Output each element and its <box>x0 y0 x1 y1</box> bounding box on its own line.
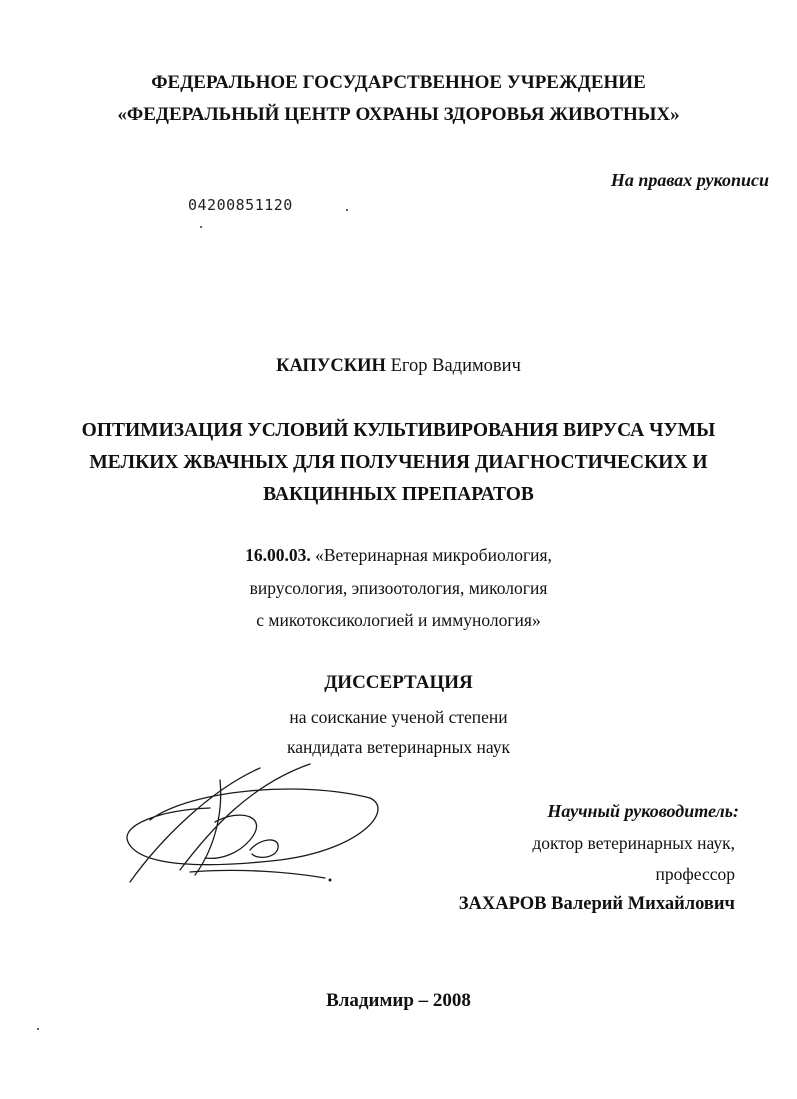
org-line-2: «ФЕДЕРАЛЬНЫЙ ЦЕНТР ОХРАНЫ ЗДОРОВЬЯ ЖИВОТНЫХ» <box>117 104 680 125</box>
specialty-line-3: с микотоксикологией и иммунология» <box>256 610 541 630</box>
scan-speck <box>37 1028 39 1030</box>
supervisor-rank: профессор <box>655 864 735 884</box>
degree-line-2: кандидата ветеринарных наук <box>287 737 510 757</box>
supervisor-name <box>459 894 735 915</box>
library-stamp-number: 04200851120 <box>188 196 293 214</box>
author-given-names: Егор Вадимович <box>390 356 521 376</box>
supervisor-degree: доктор ветеринарных наук, <box>532 833 735 853</box>
scan-speck <box>346 209 348 211</box>
org-line-1: ФЕДЕРАЛЬНОЕ ГОСУДАРСТВЕННОЕ УЧРЕЖДЕНИЕ <box>151 72 646 93</box>
scan-speck <box>200 226 202 228</box>
author-name <box>0 356 797 377</box>
specialty-line-1 <box>0 545 797 566</box>
thesis-title-line-1: ОПТИМИЗАЦИЯ УСЛОВИЙ КУЛЬТИВИРОВАНИЯ ВИРУСА ЧУМЫ <box>81 420 716 441</box>
manuscript-note: На правах рукописи <box>610 170 769 190</box>
supervisor-label: Научный руководитель: <box>547 801 739 821</box>
supervisor-given-names: Валерий Михайлович <box>551 894 735 914</box>
degree-line-1: на соискание ученой степени <box>289 707 508 727</box>
specialty-code: 16.00.03. <box>245 545 311 565</box>
specialty-line-2: вирусология, эпизоотология, микология <box>249 578 548 598</box>
author-surname: КАПУСКИН <box>276 356 386 376</box>
specialty-name-part-1: «Ветеринарная микробиология, <box>315 545 552 565</box>
thesis-title-line-3: ВАКЦИННЫХ ПРЕПАРАТОВ <box>263 484 534 505</box>
supervisor-surname: ЗАХАРОВ <box>458 894 547 914</box>
thesis-title-line-2: МЕЛКИХ ЖВАЧНЫХ ДЛЯ ПОЛУЧЕНИЯ ДИАГНОСТИЧЕСКИХ И <box>89 452 708 473</box>
work-type-title: ДИССЕРТАЦИЯ <box>324 672 473 693</box>
handwritten-signature <box>120 760 390 890</box>
city-year: Владимир – 2008 <box>326 990 471 1011</box>
